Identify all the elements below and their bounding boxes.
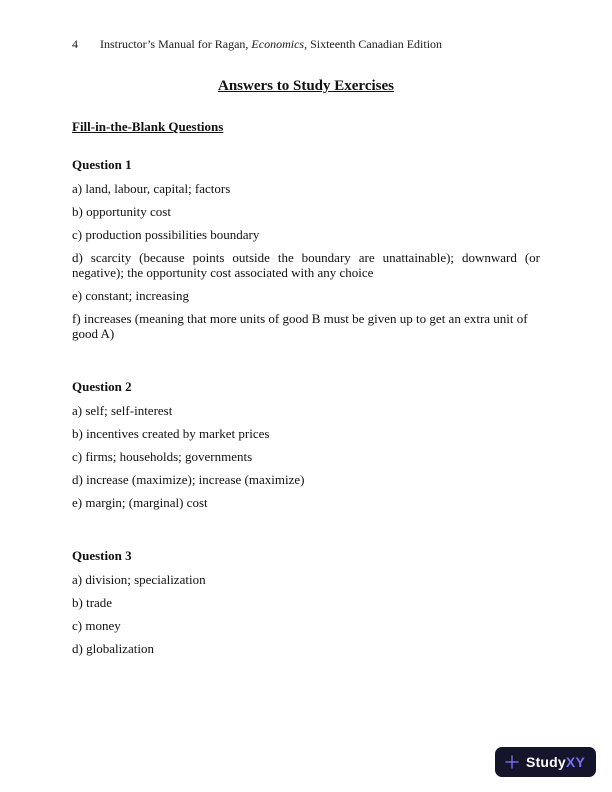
answer-2b: b) incentives created by market prices <box>72 426 270 441</box>
plus-icon <box>504 754 520 770</box>
answer-1b: b) opportunity cost <box>72 204 171 219</box>
main-title-text: Answers to Study Exercises <box>218 78 394 94</box>
running-header <box>72 37 540 52</box>
answer-2d: d) increase (maximize); increase (maximize) <box>72 472 305 487</box>
running-header-title <box>100 37 442 52</box>
manual-title-prefix: Instructor’s Manual for Ragan, <box>100 37 252 51</box>
question-1-title: Question 1 <box>72 157 132 172</box>
question-block-3 <box>72 548 540 656</box>
main-title <box>72 78 540 95</box>
answer-2e: e) margin; (marginal) cost <box>72 495 208 510</box>
answer-1e: e) constant; increasing <box>72 288 189 303</box>
answer-2a: a) self; self-interest <box>72 403 173 418</box>
book-title-italic: Economics <box>251 37 305 51</box>
brand-main-text: Study <box>526 754 566 770</box>
section-heading: Fill-in-the-Blank Questions <box>72 119 224 134</box>
studyxy-logo-badge[interactable] <box>495 747 596 777</box>
brand-wordmark <box>526 754 585 770</box>
question-block-1 <box>72 157 540 341</box>
answer-1f: f) increases (meaning that more units of good B must be given up to get an extra unit of good A) <box>72 311 528 341</box>
page-number: 4 <box>72 37 78 51</box>
answer-1c: c) production possibilities boundary <box>72 227 260 242</box>
question-2-title: Question 2 <box>72 379 132 394</box>
answer-3c: c) money <box>72 618 121 633</box>
question-3-title: Question 3 <box>72 548 132 563</box>
answer-3a: a) division; specialization <box>72 572 206 587</box>
answer-3b: b) trade <box>72 595 113 610</box>
question-block-2 <box>72 379 540 510</box>
brand-accent-text: XY <box>565 754 585 770</box>
answer-1a: a) land, labour, capital; factors <box>72 181 231 196</box>
manual-title-suffix: , Sixteenth Canadian Edition <box>304 37 443 51</box>
answer-3d: d) globalization <box>72 641 154 656</box>
answer-1d: d) scarcity (because points outside the boundary are unattainable); downward (or negative); the opportunity cost associated with any choice <box>72 250 540 280</box>
answer-2c: c) firms; households; governments <box>72 449 253 464</box>
